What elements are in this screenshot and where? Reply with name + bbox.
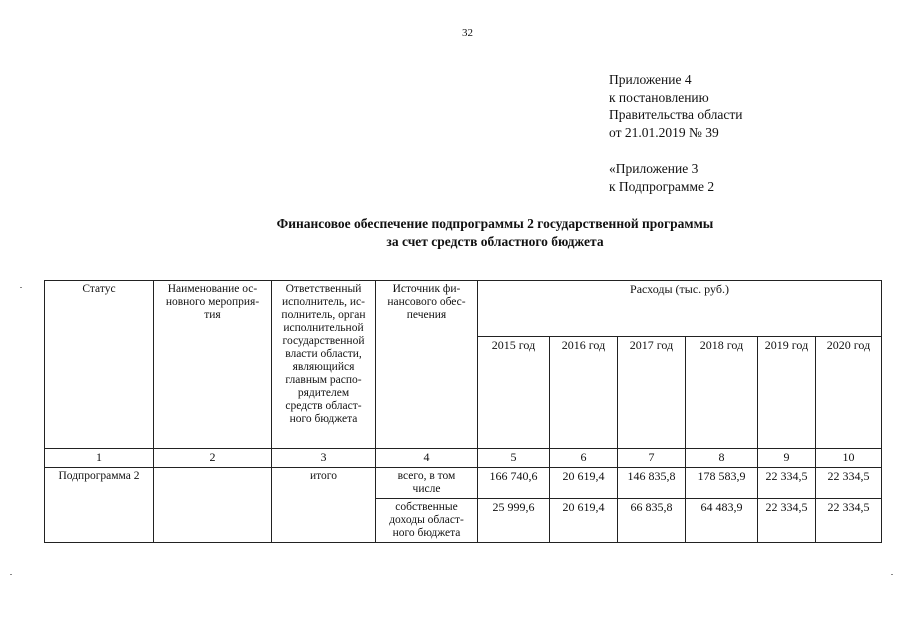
column-number: 6	[550, 449, 618, 468]
title-line: за счет средств областного бюджета	[386, 233, 604, 249]
header-year: 2018 год	[686, 337, 758, 449]
value-cell: 22 334,5	[816, 468, 882, 499]
value-cell: 20 619,4	[550, 499, 618, 543]
source-cell: всего, в том числе	[376, 468, 478, 499]
value-cell: 66 835,8	[618, 499, 686, 543]
header-activity: Наименование ос- новного мероприя- тия	[154, 281, 272, 449]
appendix-line: «Приложение 3	[609, 161, 699, 176]
appendix-line: к постановлению	[609, 89, 709, 105]
executor-cell: итого	[272, 468, 376, 543]
column-number: 4	[376, 449, 478, 468]
value-cell: 146 835,8	[618, 468, 686, 499]
scan-speck	[891, 574, 893, 575]
value-cell: 25 999,6	[478, 499, 550, 543]
header-year: 2019 год	[758, 337, 816, 449]
header-year: 2015 год	[478, 337, 550, 449]
appendix-line: Приложение 4	[609, 72, 692, 87]
header-status: Статус	[45, 281, 154, 449]
appendix-block	[609, 71, 742, 141]
previous-appendix-block	[609, 160, 714, 195]
column-number: 9	[758, 449, 816, 468]
status-cell: Подпрограмма 2	[45, 468, 154, 543]
column-number: 8	[686, 449, 758, 468]
activity-cell	[154, 468, 272, 543]
appendix-line: Правительства области	[609, 107, 743, 122]
scan-speck	[10, 574, 12, 575]
header-source: Источник фи- нансового обес- печения	[376, 281, 478, 449]
column-number: 10	[816, 449, 882, 468]
column-number-row	[45, 449, 882, 468]
column-number: 2	[154, 449, 272, 468]
value-cell: 20 619,4	[550, 468, 618, 499]
value-cell: 166 740,6	[478, 468, 550, 499]
appendix-line: к Подпрограмме 2	[609, 178, 715, 194]
value-cell: 22 334,5	[758, 468, 816, 499]
value-cell: 22 334,5	[758, 499, 816, 543]
header-year: 2016 год	[550, 337, 618, 449]
appendix-line: от 21.01.2019 № 39	[609, 124, 719, 140]
header-expenses: Расходы (тыс. руб.)	[478, 281, 882, 337]
value-cell: 178 583,9	[686, 468, 758, 499]
source-cell: собственные доходы област- ного бюджета	[376, 499, 478, 543]
column-number: 5	[478, 449, 550, 468]
page-number: 32	[462, 27, 473, 39]
column-number: 1	[45, 449, 154, 468]
value-cell: 64 483,9	[686, 499, 758, 543]
document-title	[200, 215, 790, 250]
header-year: 2020 год	[816, 337, 882, 449]
title-line: Финансовое обеспечение подпрограммы 2 государственной программы	[276, 216, 714, 231]
scan-speck	[20, 287, 22, 288]
column-number: 3	[272, 449, 376, 468]
header-executor: Ответственный исполнитель, ис- полнитель, орган исполнительной государственной власти области, являющийся главным распо- рядителем средств област- ного бюджета	[272, 281, 376, 449]
table-row	[45, 468, 882, 499]
column-number: 7	[618, 449, 686, 468]
header-year: 2017 год	[618, 337, 686, 449]
financing-table	[44, 280, 882, 543]
value-cell: 22 334,5	[816, 499, 882, 543]
